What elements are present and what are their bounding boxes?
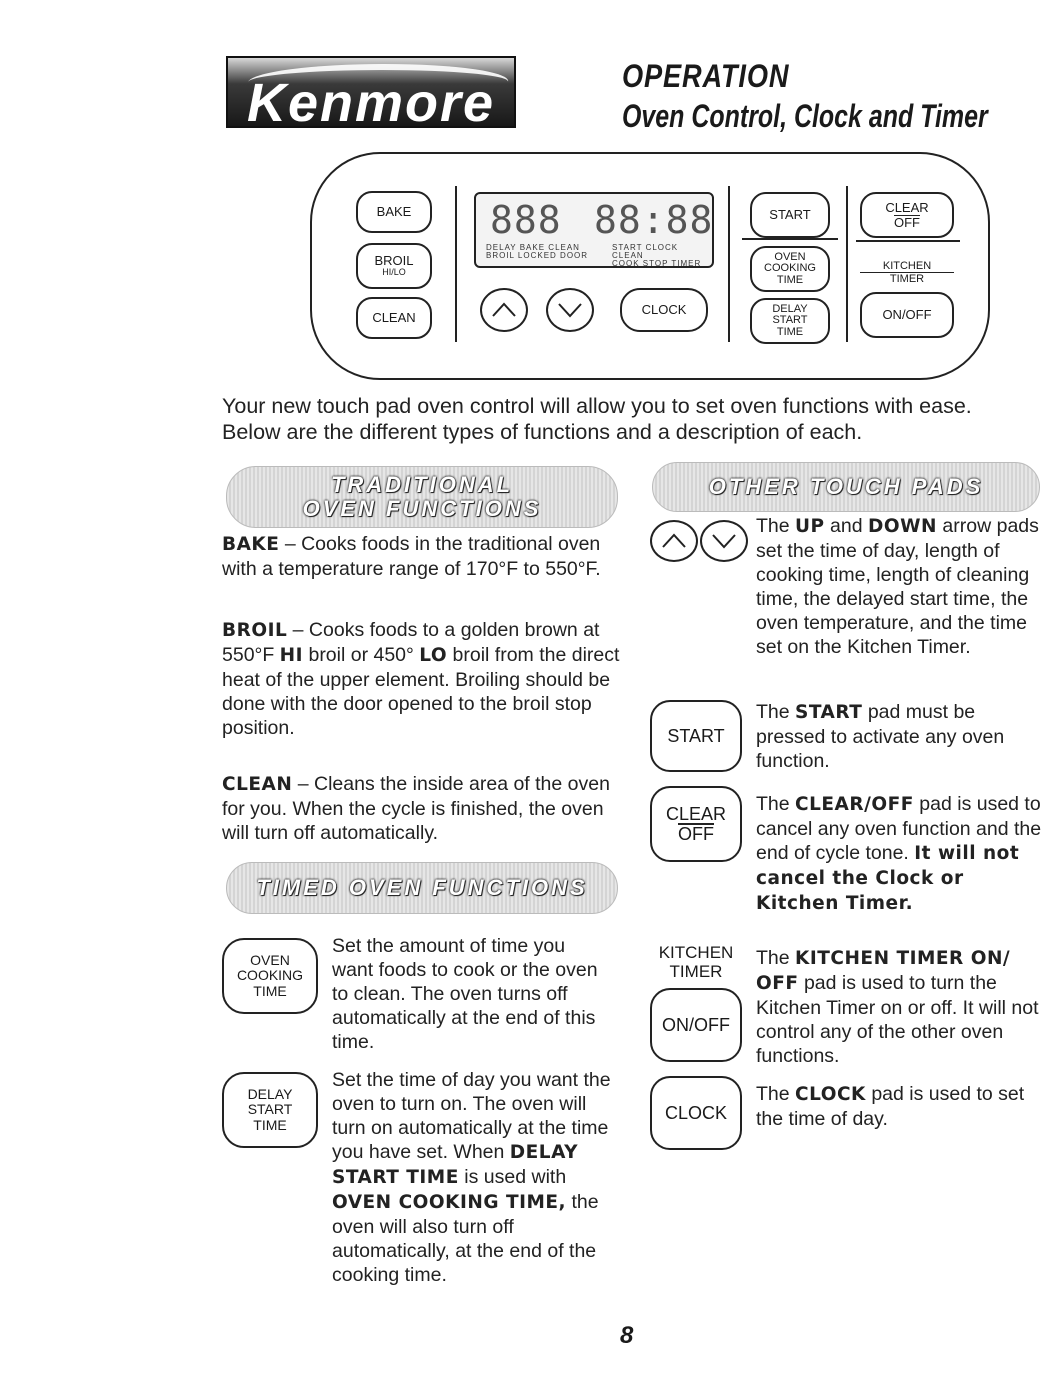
panel-start-pad: START — [750, 192, 830, 238]
clean-description: CLEAN – Cleans the inside area of the oven for you. When the cycle is finished, the oven will turn off automatically. — [222, 773, 610, 844]
panel-oven-cooking-time-pad: OVEN COOKING TIME — [750, 246, 830, 292]
other-touch-pads-banner: OTHER TOUCH PADS — [652, 462, 1040, 512]
intro-line-1: Your new touch pad oven control will allow you to set oven functions with ease. — [222, 394, 972, 418]
start-pad: START — [650, 700, 742, 772]
kitchen-timer-on-off-pad: ON/OFF — [650, 988, 742, 1062]
panel-down-arrow-icon — [546, 288, 594, 332]
page-subtitle: Oven Control, Clock and Timer — [622, 98, 988, 134]
down-arrow-icon — [700, 520, 748, 562]
clock-pad: CLOCK — [650, 1076, 742, 1150]
panel-display — [474, 192, 714, 268]
up-arrow-icon — [650, 520, 698, 562]
display-digits-left: 888 — [490, 198, 562, 242]
start-description: The START pad must be pressed to activate any oven function. — [756, 701, 1005, 772]
panel-bake-pad: BAKE — [356, 191, 432, 233]
panel-divider — [455, 186, 457, 342]
intro-line-2: Below are the different types of functions and a description of each. — [222, 420, 863, 444]
delay-start-time-description: Set the time of day you want the oven to turn on. The oven will turn on automatically at the time you have set. When DELAY START TIME is used with OVEN COOKING TIME, the oven will also turn off automatically, at the end of the cooking time. — [332, 1069, 611, 1286]
panel-rule — [742, 238, 838, 240]
panel-clock-pad: CLOCK — [620, 288, 708, 332]
page-number: 8 — [620, 1322, 634, 1349]
bake-description: BAKE – Cooks foods in the traditional oven with a temperature range of 170°F to 550°F. — [222, 533, 601, 580]
panel-broil-pad: BROIL HI/LO — [356, 243, 432, 289]
display-annunciators-left: DELAY BAKE CLEAN BROIL LOCKED DOOR — [486, 243, 589, 260]
panel-divider — [846, 186, 848, 342]
panel-up-arrow-icon — [480, 288, 528, 332]
panel-delay-start-time-pad: DELAY START TIME — [750, 298, 830, 344]
oven-cooking-time-pad: OVEN COOKING TIME — [222, 938, 318, 1014]
oven-cooking-time-description: Set the amount of time you want foods to cook or the oven to clean. The oven turns off automatically at the end of this time. — [332, 935, 598, 1053]
panel-kitchen-timer-label: KITCHEN TIMER — [860, 260, 954, 285]
kitchen-timer-label: KITCHEN TIMER — [658, 943, 734, 981]
timed-oven-functions-banner: TIMED OVEN FUNCTIONS — [226, 862, 618, 914]
panel-clean-pad: CLEAN — [356, 297, 432, 339]
display-digits-right: 88:88 — [594, 198, 714, 242]
kenmore-logo — [226, 56, 516, 128]
panel-divider — [728, 186, 730, 342]
up-down-description: The UP and DOWN arrow pads set the time of day, length of cooking time, length of cleaning time, the delayed start time, the oven temperature, and the time set on the Kitchen Timer. — [756, 515, 1039, 658]
broil-description: BROIL – Cooks foods to a golden brown at 550°F HI broil or 450° LO broil from the direct heat of the upper element. Broiling should be done with the door opened to the broil stop position. — [222, 619, 620, 739]
traditional-oven-functions-banner: TRADITIONAL OVEN FUNCTIONS — [226, 466, 618, 528]
clock-description: The CLOCK pad is used to set the time of day. — [756, 1083, 1025, 1130]
panel-on-off-pad: ON/OFF — [860, 292, 954, 338]
page-title: OPERATION — [622, 58, 790, 94]
logo-wordmark: Kenmore — [246, 73, 496, 128]
kitchen-timer-description: The KITCHEN TIMER ON/ OFF pad is used to turn the Kitchen Timer on or off. It will not control any of the other oven functions. — [756, 947, 1039, 1067]
panel-rule — [856, 240, 960, 242]
panel-clear-off-pad: CLEAR OFF — [860, 192, 954, 238]
clear-off-pad: CLEAR OFF — [650, 786, 742, 862]
delay-start-time-pad: DELAY START TIME — [222, 1072, 318, 1148]
display-annunciators-right: START CLOCK CLEAN COOK STOP TIMER — [612, 243, 702, 268]
clear-off-description: The CLEAR/OFF pad is used to cancel any oven function and the end of cycle tone. It will not cancel the Clock or Kitchen Timer. — [756, 793, 1042, 914]
